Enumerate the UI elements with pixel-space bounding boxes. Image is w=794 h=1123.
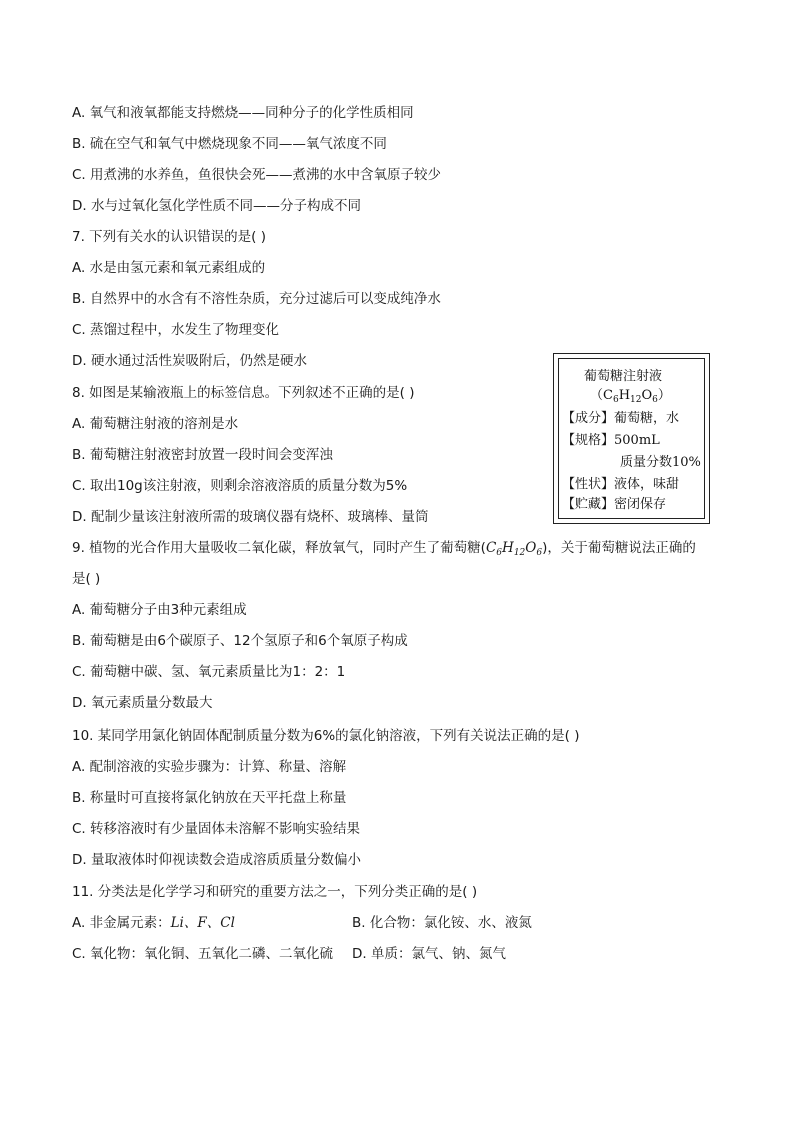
label-property: 【性状】液体，味甜	[562, 477, 680, 492]
q9-stem-line2: 是( )	[72, 571, 101, 587]
q11-option-a: A. 非金属元素：Li、F、Cl	[72, 915, 235, 931]
q10-stem: 10. 某同学用氯化钠固体配制质量分数为6%的氯化钠溶液，下列有关说法正确的是( )	[72, 728, 580, 744]
q11-elements: Li、F、Cl	[170, 915, 235, 931]
label-formula: $(C_6H_{12}O_6)$	[590, 388, 671, 405]
q9-option-b: B. 葡萄糖是由6个碳原子、12个氢原子和6个氧原子构成	[72, 633, 408, 649]
glucose-formula: $C_6H_{12}O_6$	[485, 540, 543, 558]
label-storage: 【贮藏】密闭保存	[562, 497, 667, 512]
q9-option-c: C. 葡萄糖中碳、氢、氧元素质量比为1：2：1	[72, 664, 346, 680]
label-spec: 【规格】500mL	[562, 433, 660, 448]
q7-option-a: A. 水是由氢元素和氧元素组成的	[72, 260, 266, 276]
q6-option-a: A. 氧气和液氧都能支持燃烧——同种分子的化学性质相同	[72, 105, 414, 121]
q10-option-a: A. 配制溶液的实验步骤为：计算、称量、溶解	[72, 759, 347, 775]
q10-option-d: D. 量取液体时仰视读数会造成溶质质量分数偏小	[72, 852, 361, 868]
q11-option-d: D. 单质：氯气、钠、氮气	[352, 946, 506, 962]
infusion-label	[553, 353, 710, 524]
q11-option-b: B. 化合物：氯化铵、水、液氮	[352, 915, 532, 931]
q8-stem: 8. 如图是某输液瓶上的标签信息。下列叙述不正确的是( )	[72, 385, 415, 401]
q6-option-c: C. 用煮沸的水养鱼，鱼很快会死——煮沸的水中含氧原子较少	[72, 167, 442, 183]
q8-option-a: A. 葡萄糖注射液的溶剂是水	[72, 416, 239, 432]
q7-option-c: C. 蒸馏过程中，水发生了物理变化	[72, 322, 280, 338]
q7-stem: 7. 下列有关水的认识错误的是( )	[72, 229, 266, 245]
q8-option-d: D. 配制少量该注射液所需的玻璃仪器有烧杯、玻璃棒、量筒	[72, 509, 429, 525]
q6-option-d: D. 水与过氧化氢化学性质不同——分子构成不同	[72, 198, 361, 214]
label-title: 葡萄糖注射液	[584, 369, 663, 384]
q9-stem-line1: 9. 植物的光合作用大量吸收二氧化碳，释放氧气，同时产生了葡萄糖$(C_6H_{12}O_6)$，关于葡萄糖说法正确的	[72, 540, 696, 558]
label-ingredient: 【成分】葡萄糖，水	[562, 411, 680, 426]
q10-option-b: B. 称量时可直接将氯化钠放在天平托盘上称量	[72, 790, 347, 806]
q10-option-c: C. 转移溶液时有少量固体未溶解不影响实验结果	[72, 821, 361, 837]
q7-option-d: D. 硬水通过活性炭吸附后，仍然是硬水	[72, 353, 307, 369]
q8-option-b: B. 葡萄糖注射液密封放置一段时间会变浑浊	[72, 447, 333, 463]
label-concentration: 质量分数10%	[620, 455, 701, 470]
q8-option-c: C. 取出10g该注射液，则剩余溶液溶质的质量分数为5%	[72, 478, 408, 494]
q7-option-b: B. 自然界中的水含有不溶性杂质，充分过滤后可以变成纯净水	[72, 291, 441, 307]
q6-option-b: B. 硫在空气和氧气中燃烧现象不同——氧气浓度不同	[72, 136, 387, 152]
q11-stem: 11. 分类法是化学学习和研究的重要方法之一，下列分类正确的是( )	[72, 884, 478, 900]
q11-option-c: C. 氧化物：氧化铜、五氧化二磷、二氧化硫	[72, 946, 334, 962]
q9-option-a: A. 葡萄糖分子由3种元素组成	[72, 602, 247, 618]
q9-option-d: D. 氧元素质量分数最大	[72, 695, 213, 711]
